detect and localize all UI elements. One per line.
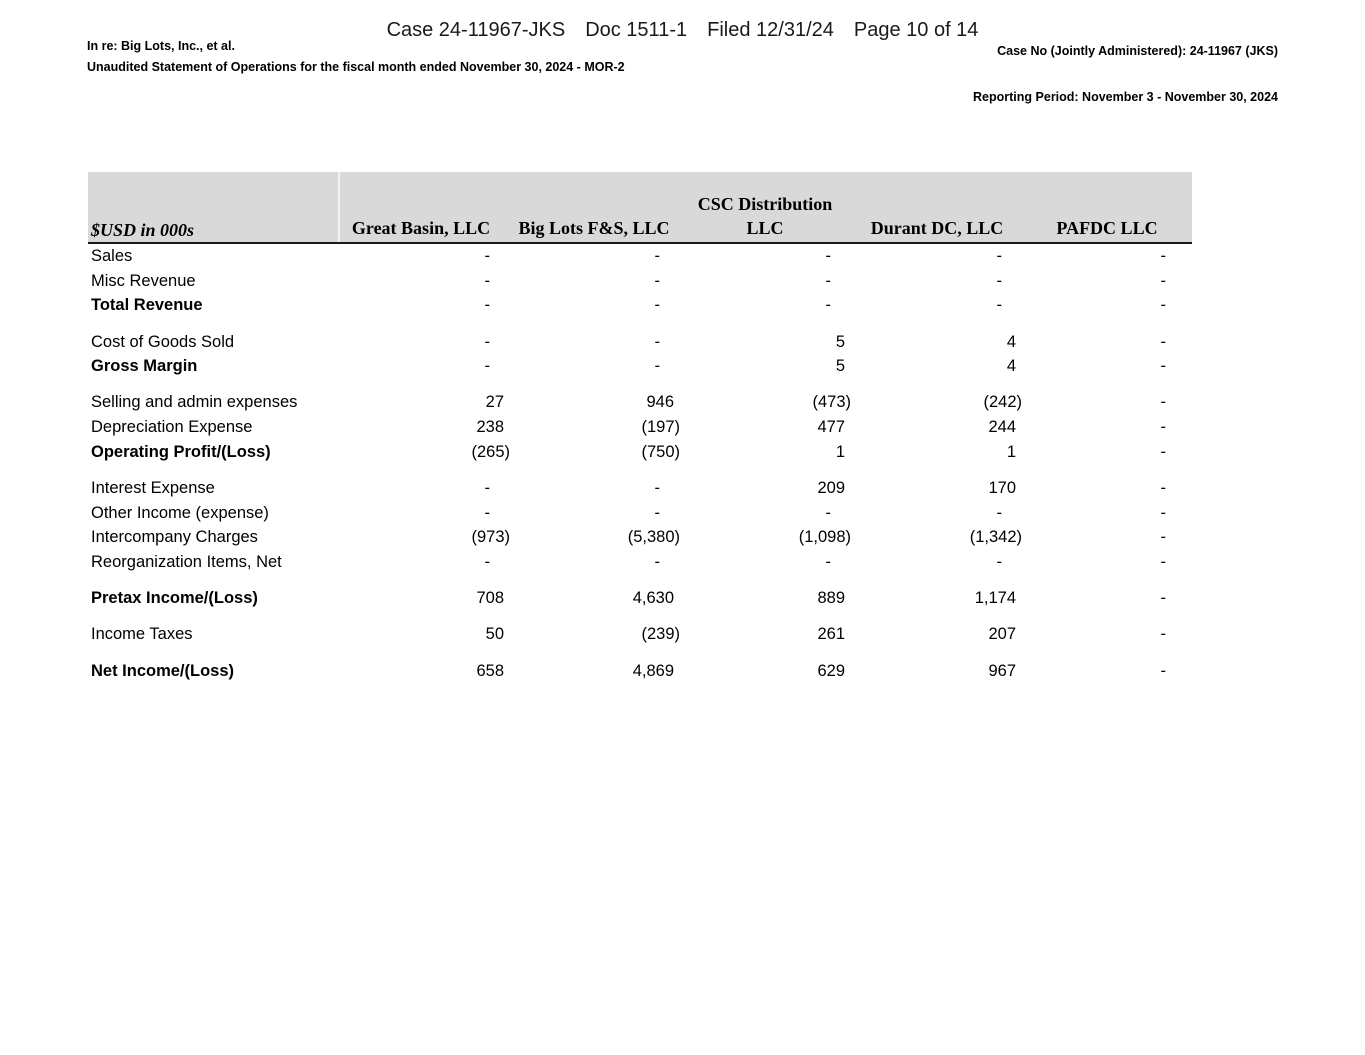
cell-value: 658	[476, 661, 504, 680]
cell-value: -	[654, 553, 660, 572]
cell-value: -	[654, 357, 660, 376]
doc-number: Doc 1511-1	[585, 19, 688, 41]
cell-value: 1	[835, 442, 845, 461]
statement-title: Unaudited Statement of Operations for the fiscal month ended November 30, 2024 - MOR-2	[87, 60, 625, 74]
cell-value: 4	[1006, 332, 1016, 351]
cell-value: -	[825, 271, 831, 290]
cell-value: (5,380)	[627, 528, 680, 547]
cell-value: 4,630	[632, 589, 674, 608]
cell-value: -	[654, 296, 660, 315]
cell-value: 477	[817, 418, 845, 437]
cell-value: -	[1160, 271, 1166, 290]
cell-value: 708	[476, 589, 504, 608]
table-row	[88, 550, 1192, 575]
cell-value: -	[484, 503, 490, 522]
table-row	[88, 330, 1192, 355]
table-row	[88, 354, 1192, 379]
row-label: Gross Margin	[91, 357, 198, 376]
cell-value: 261	[817, 625, 845, 644]
row-label: Reorganization Items, Net	[91, 553, 282, 572]
cell-value: -	[996, 503, 1002, 522]
cell-value: 170	[988, 479, 1016, 497]
row-label: Depreciation Expense	[91, 418, 253, 437]
row-label: Income Taxes	[91, 625, 193, 644]
filed-date: Filed 12/31/24	[707, 19, 834, 41]
cell-value: 244	[988, 418, 1016, 437]
cell-value: -	[1160, 442, 1166, 461]
column-header	[340, 216, 502, 240]
cell-value: -	[1160, 661, 1166, 680]
table-row	[88, 269, 1192, 294]
cell-value: -	[1160, 553, 1166, 572]
column-header-line: CSC Distribution	[697, 194, 833, 214]
row-label: Selling and admin expenses	[91, 393, 298, 412]
cell-value: 4,869	[632, 661, 674, 680]
row-label: Total Revenue	[91, 296, 203, 315]
cell-value: (750)	[641, 442, 680, 461]
cell-value: -	[1160, 357, 1166, 376]
row-label: Operating Profit/(Loss)	[91, 442, 271, 461]
cell-value: -	[1160, 332, 1166, 351]
row-label: Intercompany Charges	[91, 528, 258, 547]
row-label: Pretax Income/(Loss)	[91, 589, 258, 608]
cell-value: 1	[1006, 442, 1016, 461]
column-header	[1028, 216, 1186, 240]
column-header	[510, 216, 678, 240]
cell-value: -	[825, 553, 831, 572]
cell-value: -	[1160, 625, 1166, 644]
cell-value: 967	[988, 661, 1016, 680]
column-header-line: Great Basin, LLC	[351, 218, 491, 238]
row-label: Misc Revenue	[91, 271, 196, 290]
table-row	[88, 659, 1192, 684]
cell-value: 209	[817, 479, 845, 497]
cell-value: -	[654, 479, 660, 497]
cell-value: (1,342)	[969, 528, 1022, 547]
reporting-period: Reporting Period: November 3 - November 30, 2024	[973, 89, 1278, 104]
cell-value: 4	[1006, 357, 1016, 376]
cell-value: (265)	[471, 442, 510, 461]
column-header	[688, 192, 842, 240]
table-row	[88, 476, 1192, 501]
cell-value: -	[1160, 528, 1166, 547]
cell-value: 207	[988, 625, 1016, 644]
cell-value: -	[1160, 393, 1166, 412]
table-row	[88, 622, 1192, 647]
cell-value: 889	[817, 589, 845, 608]
cell-value: -	[825, 247, 831, 265]
cell-value: -	[1160, 589, 1166, 608]
table-row	[88, 244, 1192, 269]
row-label: Interest Expense	[91, 479, 215, 497]
table-row	[88, 293, 1192, 318]
cell-value: -	[1160, 247, 1166, 265]
debtor-name: In re: Big Lots, Inc., et al.	[87, 39, 235, 53]
table-header	[88, 172, 1192, 244]
cell-value: (197)	[641, 418, 680, 437]
cell-value: -	[654, 503, 660, 522]
statement-of-operations-table	[88, 172, 1192, 683]
cell-value: -	[654, 271, 660, 290]
cell-value: -	[484, 553, 490, 572]
table-row	[88, 525, 1192, 550]
cell-value: 1,174	[974, 589, 1016, 608]
cell-value: -	[484, 357, 490, 376]
cell-value: (473)	[812, 393, 851, 412]
column-header-line: Big Lots F&S, LLC	[518, 218, 670, 238]
cell-value: (973)	[471, 528, 510, 547]
cell-value: 50	[485, 625, 504, 644]
cell-value: -	[654, 332, 660, 351]
table-row	[88, 586, 1192, 611]
table-row	[88, 501, 1192, 526]
cell-value: -	[484, 479, 490, 497]
table-body	[88, 244, 1192, 683]
cell-value: 27	[485, 393, 504, 412]
row-label: Sales	[91, 247, 133, 265]
row-label: Cost of Goods Sold	[91, 332, 235, 351]
cell-value: -	[1160, 503, 1166, 522]
page-number: Page 10 of 14	[853, 19, 979, 41]
table-row	[88, 415, 1192, 440]
cell-value: 238	[476, 418, 504, 437]
cell-value: -	[484, 271, 490, 290]
cell-value: -	[996, 553, 1002, 572]
column-header-line: Durant DC, LLC	[870, 218, 1004, 238]
case-no: Case No (Jointly Administered): 24-11967 (JKS)	[997, 44, 1278, 58]
table-row	[88, 390, 1192, 415]
cell-value: -	[484, 296, 490, 315]
cell-value: 629	[817, 661, 845, 680]
column-header-line: LLC	[746, 218, 784, 238]
row-label: Other Income (expense)	[91, 503, 269, 522]
cell-value: (239)	[641, 625, 680, 644]
cell-value: -	[1160, 479, 1166, 497]
cell-value: (242)	[983, 393, 1022, 412]
cell-value: -	[1160, 418, 1166, 437]
cell-value: -	[996, 247, 1002, 265]
cell-value: 946	[646, 393, 674, 412]
cell-value: -	[996, 271, 1002, 290]
cell-value: 5	[835, 332, 845, 351]
column-header	[860, 216, 1014, 240]
units-label: $USD in 000s	[91, 220, 195, 240]
cell-value: -	[654, 247, 660, 265]
cell-value: -	[484, 332, 490, 351]
cell-value: -	[996, 296, 1002, 315]
cell-value: -	[484, 247, 490, 265]
cell-value: 5	[835, 357, 845, 376]
cell-value: (1,098)	[798, 528, 851, 547]
table-row	[88, 440, 1192, 465]
case-number: Case 24-11967-JKS	[386, 19, 566, 41]
row-label: Net Income/(Loss)	[91, 661, 235, 680]
cell-value: -	[825, 503, 831, 522]
column-header-line: PAFDC LLC	[1056, 218, 1158, 238]
cell-value: -	[1160, 296, 1166, 315]
cell-value: -	[825, 296, 831, 315]
